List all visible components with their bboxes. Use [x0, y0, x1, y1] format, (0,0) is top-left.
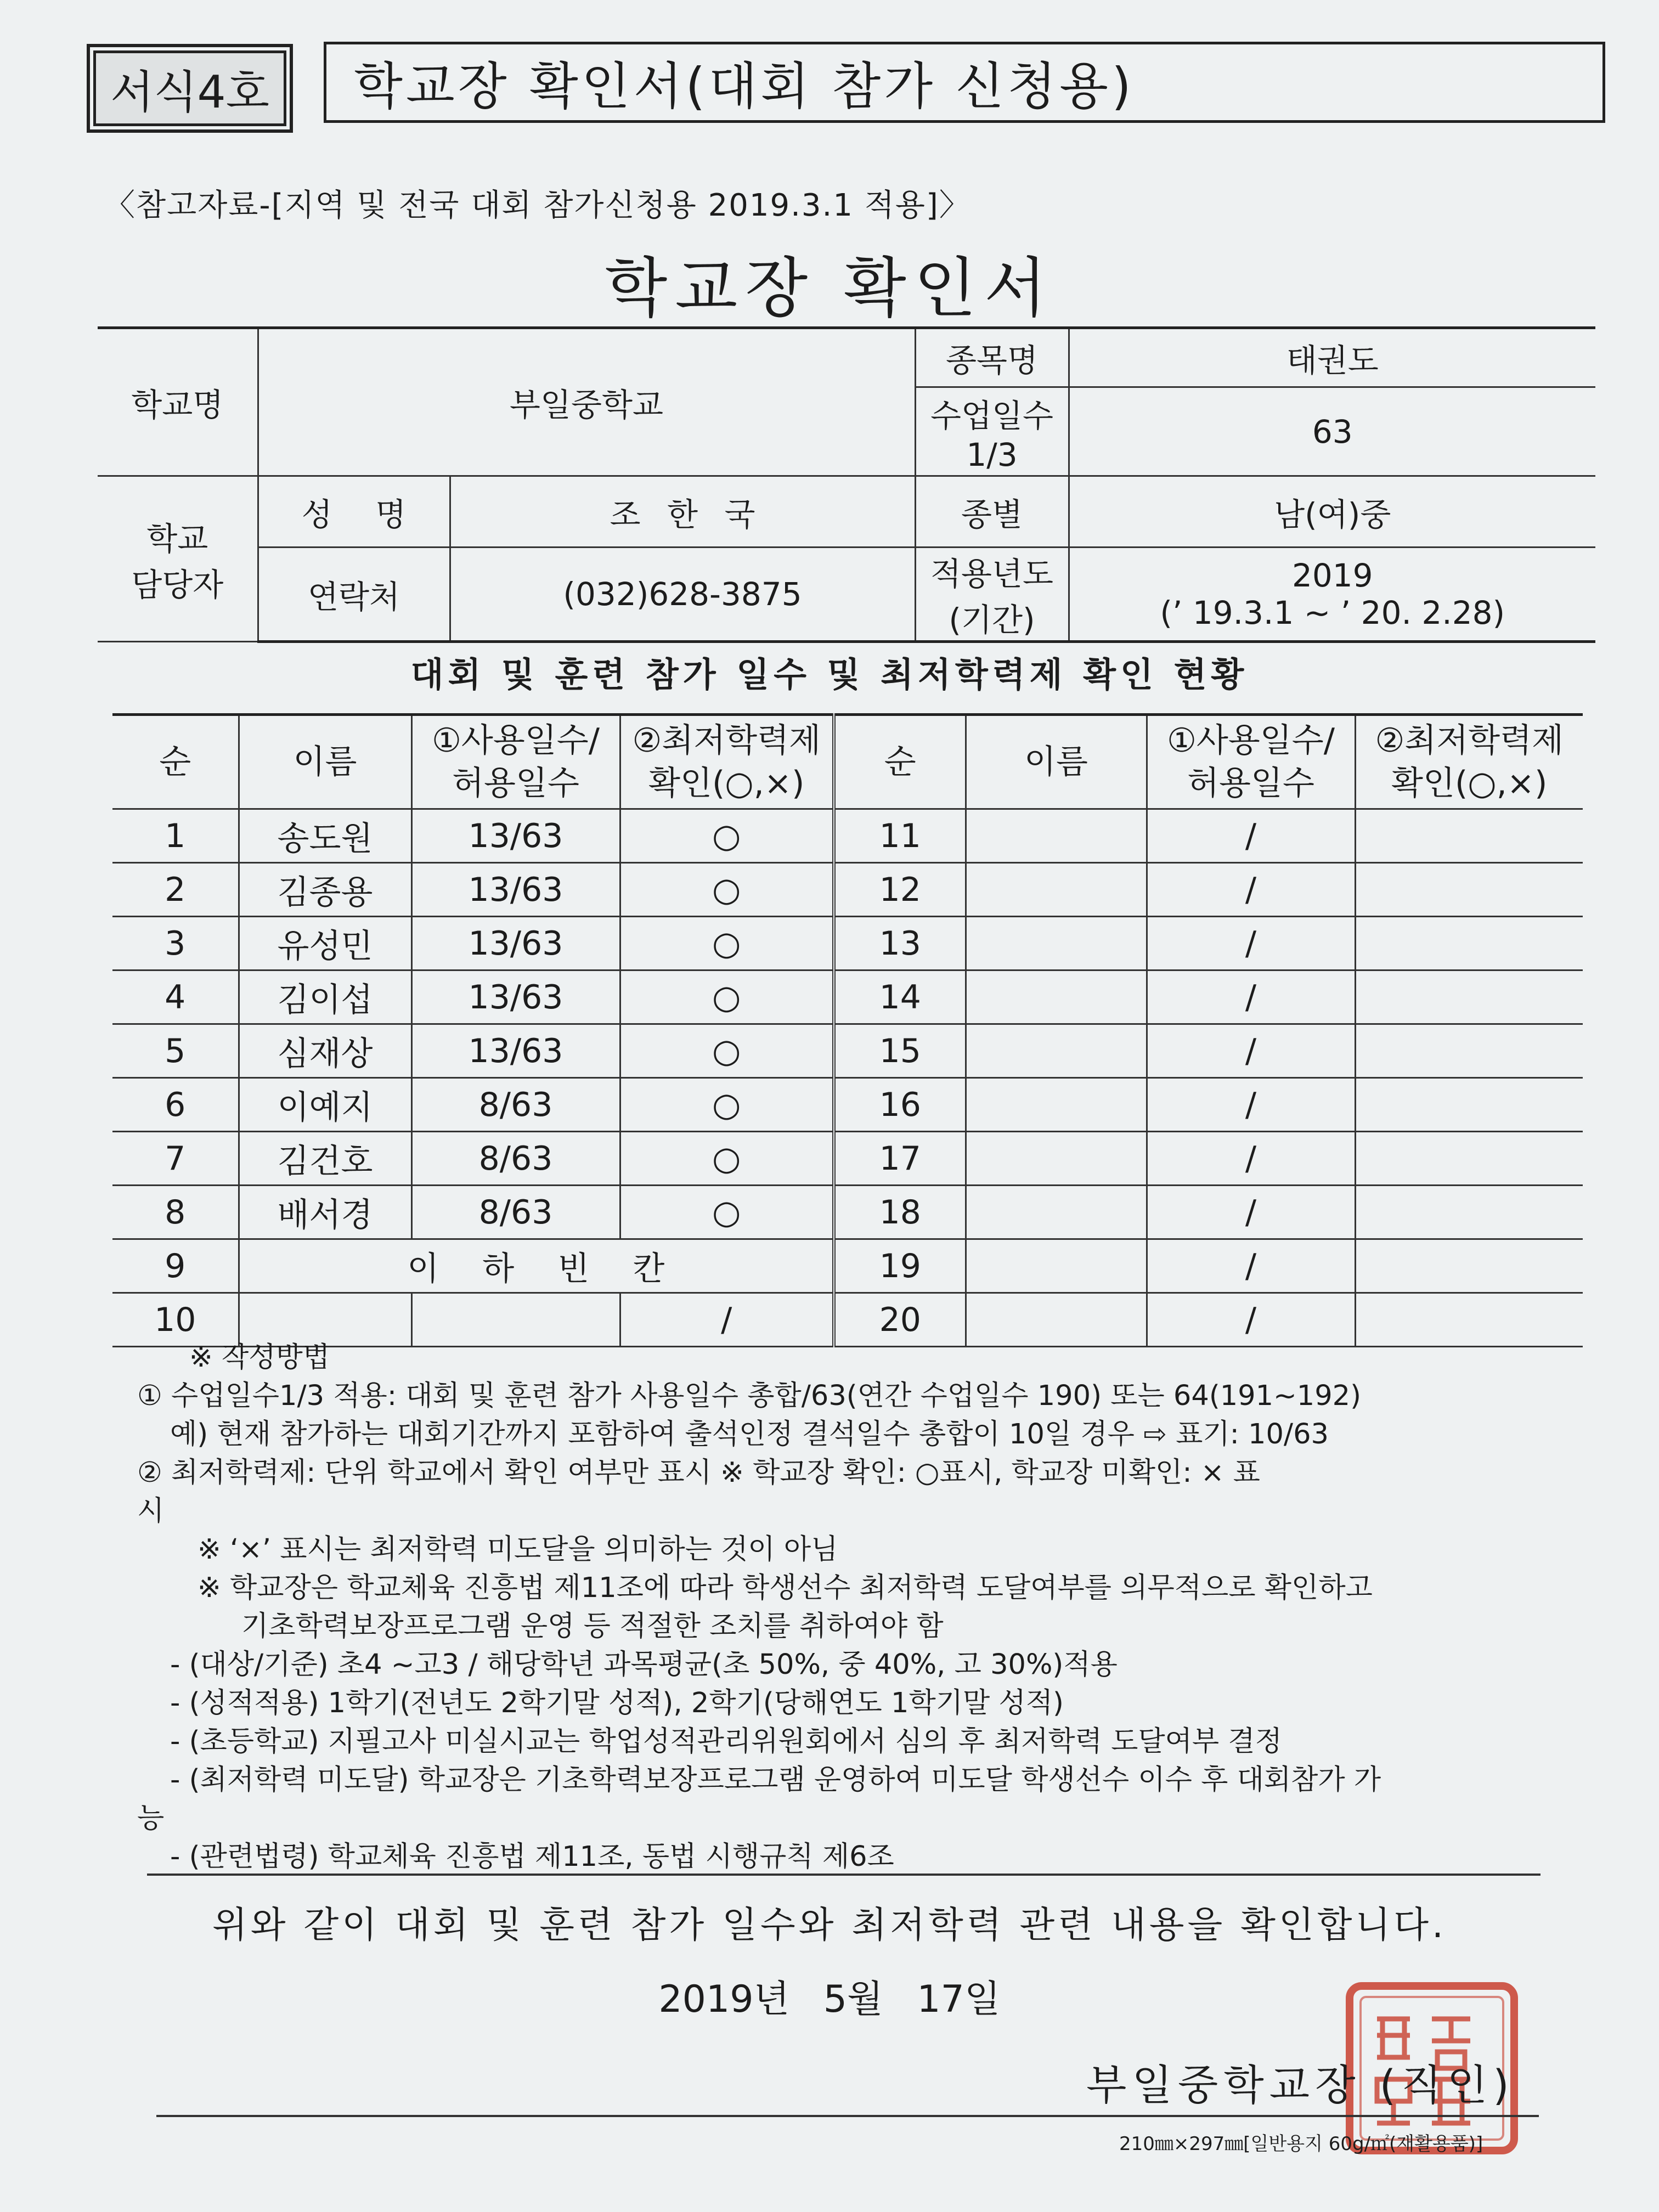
- name-value: 조 한 국: [450, 476, 915, 548]
- header-no: 순: [112, 715, 239, 809]
- header-no-right: 순: [834, 715, 966, 809]
- confirmation-statement: 위와 같이 대회 및 훈련 참가 일수와 최저학력 관련 내용을 확인합니다.: [212, 1904, 1447, 1946]
- sport-label: 종목명: [915, 328, 1069, 387]
- table-row: 3 유성민 13/63 ○ 13 /: [112, 917, 1583, 970]
- note-1: ① 수업일수1/3 적용: 대회 및 훈련 참가 사용일수 총합/63(연간 수업일수 190) 또는 64(191~192): [137, 1380, 1362, 1412]
- gender-value: 남(여)중: [1069, 476, 1595, 548]
- note-2: ② 최저학력제: 단위 학교에서 확인 여부만 표시 ※ 학교장 확인: ○표시, 학교장 미확인: × 표: [137, 1457, 1260, 1489]
- contact-value: (032)628-3875: [450, 548, 915, 642]
- table-row: 9 이 하 빈 칸 19 /: [112, 1239, 1583, 1293]
- header-check: ②최저학력제 확인(○,×): [620, 715, 834, 809]
- divider: [147, 1874, 1541, 1876]
- note-target: - (대상/기준) 초4 ~고3 / 해당학년 과목평균(초 50%, 중 40%, 고 30%)적용: [170, 1649, 1118, 1681]
- writing-instructions: [137, 1339, 1542, 1876]
- status-table: [112, 713, 1583, 1347]
- note-4-cont: 기초학력보장프로그램 운영 등 적절한 조치를 취하여야 함: [241, 1610, 944, 1643]
- note-not-reached-cont: 능: [137, 1802, 165, 1835]
- header-used-right: ①사용일수/ 허용일수: [1147, 715, 1355, 809]
- status-header-row: [112, 715, 1583, 809]
- table-row: 8 배서경 8/63 ○ 18 /: [112, 1186, 1583, 1239]
- note-law: - (관련법령) 학교체육 진흥법 제11조, 동법 시행규칙 제6조: [170, 1841, 894, 1873]
- table-row: 6 이예지 8/63 ○ 16 /: [112, 1078, 1583, 1132]
- header-check-right: ②최저학력제 확인(○,×): [1355, 715, 1583, 809]
- status-title: 대회 및 훈련 참가 일수 및 최저학력제 확인 현황: [410, 654, 1249, 695]
- year-value: 2019 (’ 19.3.1 ~ ’ 20. 2.28): [1069, 548, 1595, 642]
- contact-label: 연락처: [258, 548, 450, 642]
- table-row: 7 김건호 8/63 ○ 17 /: [112, 1132, 1583, 1186]
- form-title: [324, 42, 1605, 123]
- table-row: 1 송도원 13/63 ○ 11 /: [112, 809, 1583, 863]
- bottom-divider: [156, 2115, 1539, 2117]
- header-used: ①사용일수/ 허용일수: [411, 715, 620, 809]
- sport-value: 태권도: [1069, 328, 1595, 387]
- paper-spec: 210㎜×297㎜[일반용지 60g/㎡(재활용품)]: [1119, 2133, 1483, 2155]
- year-label: 적용년도 (기간): [915, 548, 1069, 642]
- note-4: ※ 학교장은 학교체육 진흥법 제11조에 따라 학생선수 최저학력 도달여부를 의무적으로 확인하고: [198, 1572, 1373, 1604]
- header-name: 이름: [239, 715, 411, 809]
- gender-label: 종별: [915, 476, 1069, 548]
- document-date: 2019년 5월 17일: [658, 1978, 1001, 2021]
- main-title: 학교장 확인서: [605, 250, 1054, 326]
- note-3: ※ ‘×’ 표시는 최저학력 미도달을 의미하는 것이 아님: [198, 1533, 838, 1566]
- note-grades: - (성적적용) 1학기(전년도 2학기말 성적), 2학기(당해연도 1학기말 성적): [170, 1687, 1064, 1719]
- name-label: 성 명: [258, 476, 450, 548]
- blank-below-text: 이 하 빈 칸: [239, 1239, 834, 1293]
- principal-signature: 부일중학교장 (직인): [1086, 2061, 1515, 2109]
- days-label: 수업일수 1/3: [915, 387, 1069, 476]
- note-elementary: - (초등학교) 지필고사 미실시교는 학업성적관리위원회에서 심의 후 최저학력 도달여부 결정: [170, 1725, 1282, 1758]
- reference-note: 〈참고자료-[지역 및 전국 대회 참가신청용 2019.3.1 적용]〉: [104, 188, 971, 223]
- table-row: 4 김이섭 13/63 ○ 14 /: [112, 970, 1583, 1024]
- table-row: 10 / 20 /: [112, 1293, 1583, 1347]
- note-1-example: 예) 현재 참가하는 대회기간까지 포함하여 출석인정 결석일수 총합이 10일 경우 ⇨ 표기: 10/63: [170, 1418, 1329, 1451]
- school-name: 부일중학교: [258, 328, 915, 476]
- school-label: 학교명: [98, 328, 258, 476]
- form-title-text: 학교장 확인서(대회 참가 신청용): [354, 57, 1135, 116]
- notes-heading: ※ 작성방법: [189, 1341, 330, 1374]
- table-row: 5 심재상 13/63 ○ 15 /: [112, 1024, 1583, 1078]
- note-2-cont: 시: [137, 1495, 165, 1527]
- table-row: 2 김종용 13/63 ○ 12 /: [112, 863, 1583, 917]
- days-value: 63: [1069, 387, 1595, 476]
- note-not-reached: - (최저학력 미도달) 학교장은 기초학력보장프로그램 운영하여 미도달 학생선수 이수 후 대회참가 가: [170, 1764, 1381, 1796]
- info-table: [98, 326, 1595, 643]
- header-name-right: 이름: [966, 715, 1147, 809]
- form-number: 서식4호: [87, 44, 293, 133]
- manager-label: 학교 담당자: [98, 476, 258, 642]
